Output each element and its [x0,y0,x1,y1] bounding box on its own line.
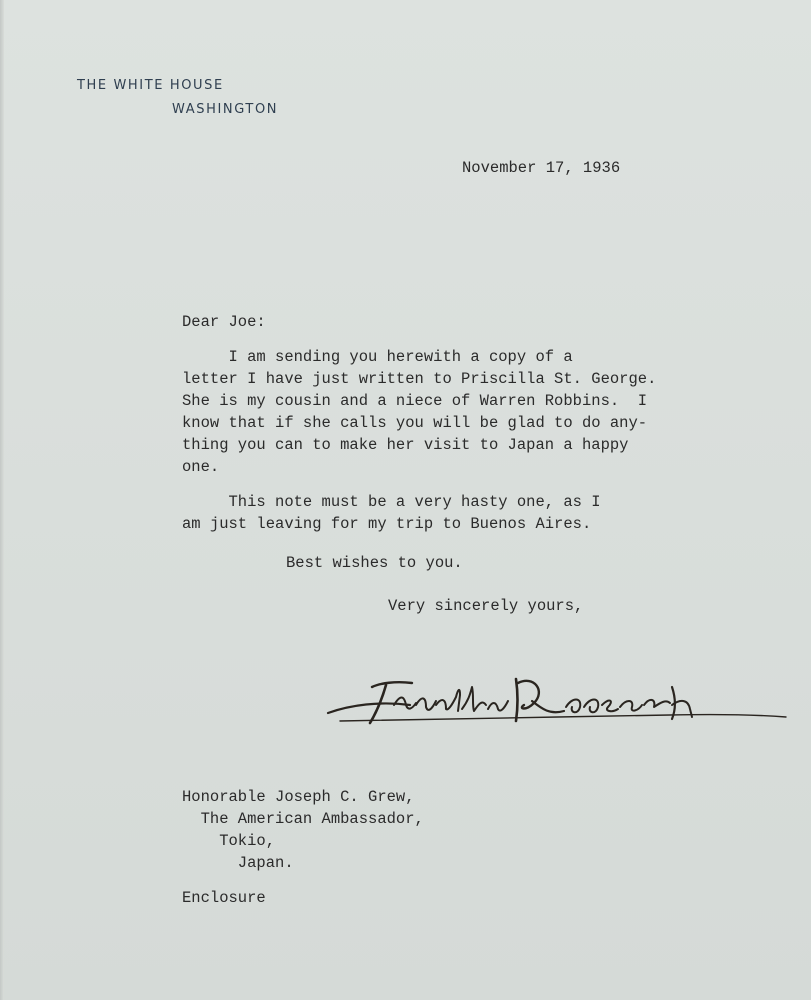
body-paragraph-2 [182,491,601,535]
letterhead-location: WASHINGTON [172,102,279,117]
body-line: She is my cousin and a niece of Warren Robbins. I [182,392,648,410]
address-line: Tokio, [182,832,276,850]
body-paragraph-1 [182,346,656,478]
complimentary-closing: Very sincerely yours, [388,597,584,615]
body-line: This note must be a very hasty one, as I [182,493,601,511]
body-line: thing you can to make her visit to Japan a happy [182,436,629,454]
body-line: letter I have just written to Priscilla St. George. [182,370,657,388]
body-line: I am sending you herewith a copy of a [182,348,573,366]
body-line: one. [182,458,220,476]
body-line: Best wishes to you. [286,554,463,572]
signature-image [320,665,790,745]
recipient-address [182,786,424,874]
address-line: The American Ambassador, [182,810,424,828]
enclosure-note: Enclosure [182,889,266,907]
body-paragraph-3 [286,552,463,574]
letter-date: November 17, 1936 [462,159,621,177]
body-line: know that if she calls you will be glad to do any- [182,414,648,432]
body-line: am just leaving for my trip to Buenos Aires. [182,515,592,533]
letterhead-title: THE WHITE HOUSE [77,78,224,93]
address-line: Japan. [182,854,294,872]
address-line: Honorable Joseph C. Grew, [182,788,415,806]
page-edge [0,0,4,1000]
salutation: Dear Joe: [182,313,266,331]
